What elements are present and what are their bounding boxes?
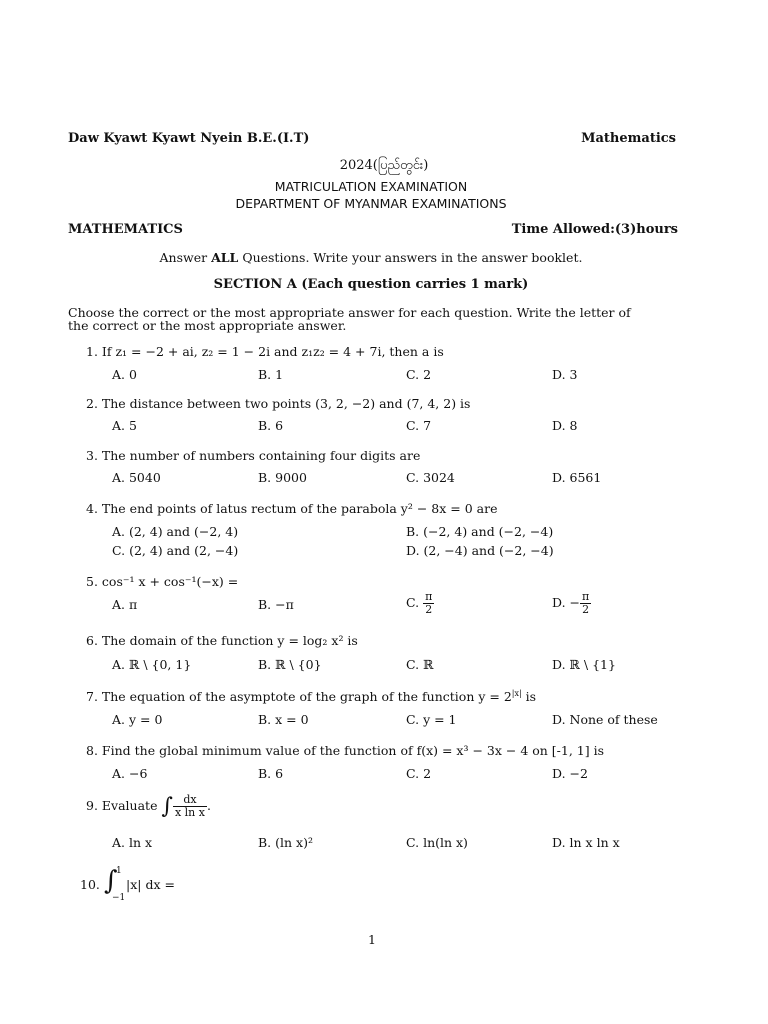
q5-option-a: A. π xyxy=(112,597,138,612)
q2-option-c: C. 7 xyxy=(406,418,432,433)
q7-option-d: D. None of these xyxy=(552,712,658,727)
q4-option-a: A. (2, 4) and (−2, 4) xyxy=(112,524,239,539)
question-1 xyxy=(86,344,444,359)
question-number: 1. xyxy=(86,344,98,359)
q1-option-c: C. 2 xyxy=(406,367,432,382)
integral-lower-limit: −1 xyxy=(112,893,126,903)
question-text: Evaluate xyxy=(101,798,158,813)
q8-option-c: C. 2 xyxy=(406,766,432,781)
q7-option-b: B. x = 0 xyxy=(258,712,309,727)
question-number: 5. xyxy=(86,574,98,589)
q4-option-c: C. (2, 4) and (2, −4) xyxy=(112,543,239,558)
question-2 xyxy=(86,396,470,411)
answer-bold: ALL xyxy=(211,250,239,265)
q9-option-d: D. ln x ln x xyxy=(552,835,620,850)
question-number: 2. xyxy=(86,396,98,411)
integral-upper-limit: 1 xyxy=(116,866,122,876)
section-instruction-line2: the correct or the most appropriate answer. xyxy=(68,318,347,333)
question-number: 4. xyxy=(86,501,98,516)
question-text: The equation of the asymptote of the graph of the function y = 2 xyxy=(101,689,512,705)
question-number: 3. xyxy=(86,448,98,463)
question-number: 6. xyxy=(86,633,98,648)
fraction-numerator: π xyxy=(425,590,433,603)
q5-option-b: B. −π xyxy=(258,597,294,612)
fraction-numerator: dx xyxy=(173,794,207,807)
question-text: The number of numbers containing four digits are xyxy=(101,448,421,463)
question-text: Find the global minimum value of the function of f(x) = x³ − 3x − 4 on [-1, 1] is xyxy=(101,743,605,758)
question-text: cos⁻¹ x + cos⁻¹(−x) = xyxy=(101,574,239,589)
page-number: 1 xyxy=(368,932,376,947)
question-number: 9. xyxy=(86,798,98,813)
q5-option-c xyxy=(406,591,434,616)
integral-sign: ∫ xyxy=(161,794,173,819)
q2-option-d: D. 8 xyxy=(552,418,578,433)
question-text: If z₁ = −2 + ai, z₂ = 1 − 2i and z₁z₂ = 4 + 7i, then a is xyxy=(101,344,444,359)
q4-option-b: B. (−2, 4) and (−2, −4) xyxy=(406,524,554,539)
q6-option-a: A. ℝ \ {0, 1} xyxy=(112,657,192,672)
option-label: C. xyxy=(406,595,420,610)
question-10 xyxy=(80,877,100,892)
q9-option-a: A. ln x xyxy=(112,835,153,850)
exponent: |x| xyxy=(511,689,522,698)
q1-option-a: A. 0 xyxy=(112,367,137,382)
question-end: . xyxy=(206,798,211,813)
q8-option-b: B. 6 xyxy=(258,766,284,781)
question-5 xyxy=(86,574,238,589)
fraction xyxy=(173,794,207,819)
fraction-denominator: 2 xyxy=(582,603,590,616)
q1-option-d: D. 3 xyxy=(552,367,578,382)
section-title: SECTION A (Each question carries 1 mark) xyxy=(213,277,529,292)
q9-option-c: C. ln(ln x) xyxy=(406,835,468,850)
fraction-denominator: 2 xyxy=(425,603,433,616)
option-label: D. − xyxy=(552,595,580,610)
q8-option-d: D. −2 xyxy=(552,766,588,781)
question-text: The end points of latus rectum of the parabola y² − 8x = 0 are xyxy=(101,501,498,516)
question-number: 7. xyxy=(86,689,98,705)
question-9 xyxy=(86,794,211,819)
section-instruction-line1: Choose the correct or the most appropriate answer for each question. Write the letter of xyxy=(68,305,631,320)
subject-label: Mathematics xyxy=(581,131,676,146)
exam-title: MATRICULATION EXAMINATION xyxy=(274,179,468,194)
question-number: 10. xyxy=(80,877,100,892)
q7-option-c: C. y = 1 xyxy=(406,712,457,727)
q3-option-a: A. 5040 xyxy=(112,470,161,485)
question-4 xyxy=(86,501,497,516)
q3-option-d: D. 6561 xyxy=(552,470,602,485)
exam-year: 2024(ပြည်တွင်း) xyxy=(339,158,429,173)
fraction xyxy=(423,591,434,616)
q3-option-b: B. 9000 xyxy=(258,470,307,485)
q9-option-b: B. (ln x)² xyxy=(258,835,313,850)
q8-option-a: A. −6 xyxy=(112,766,148,781)
integral-sign: ∫ xyxy=(104,866,118,896)
paper-name: MATHEMATICS xyxy=(68,222,183,237)
q4-option-d: D. (2, −4) and (−2, −4) xyxy=(406,543,554,558)
q10-integrand: |x| dx = xyxy=(126,877,175,892)
question-text-end: is xyxy=(521,689,537,705)
q2-option-b: B. 6 xyxy=(258,418,284,433)
question-7 xyxy=(86,689,536,704)
q3-option-c: C. 3024 xyxy=(406,470,455,485)
q5-option-d xyxy=(552,591,591,616)
q6-option-c: C. ℝ xyxy=(406,657,434,672)
q2-option-a: A. 5 xyxy=(112,418,137,433)
question-text: The distance between two points (3, 2, −2) and (7, 4, 2) is xyxy=(101,396,471,411)
fraction xyxy=(580,591,591,616)
answer-suffix: Questions. Write your answers in the answer booklet. xyxy=(238,250,583,265)
question-8 xyxy=(86,743,604,758)
author-name: Daw Kyawt Kyawt Nyein B.E.(I.T) xyxy=(68,131,310,146)
question-6 xyxy=(86,633,358,648)
answer-instruction xyxy=(0,250,742,265)
question-3 xyxy=(86,448,420,463)
question-number: 8. xyxy=(86,743,98,758)
q7-option-a: A. y = 0 xyxy=(112,712,163,727)
q1-option-b: B. 1 xyxy=(258,367,284,382)
time-allowed: Time Allowed:(3)hours xyxy=(511,222,678,237)
answer-prefix: Answer xyxy=(159,250,212,265)
exam-department: DEPARTMENT OF MYANMAR EXAMINATIONS xyxy=(235,196,507,211)
fraction-denominator: x ln x xyxy=(174,806,205,819)
question-text: The domain of the function y = log₂ x² is xyxy=(101,633,358,648)
fraction-numerator: π xyxy=(582,590,590,603)
q6-option-d: D. ℝ \ {1} xyxy=(552,657,616,672)
q6-option-b: B. ℝ \ {0} xyxy=(258,657,322,672)
